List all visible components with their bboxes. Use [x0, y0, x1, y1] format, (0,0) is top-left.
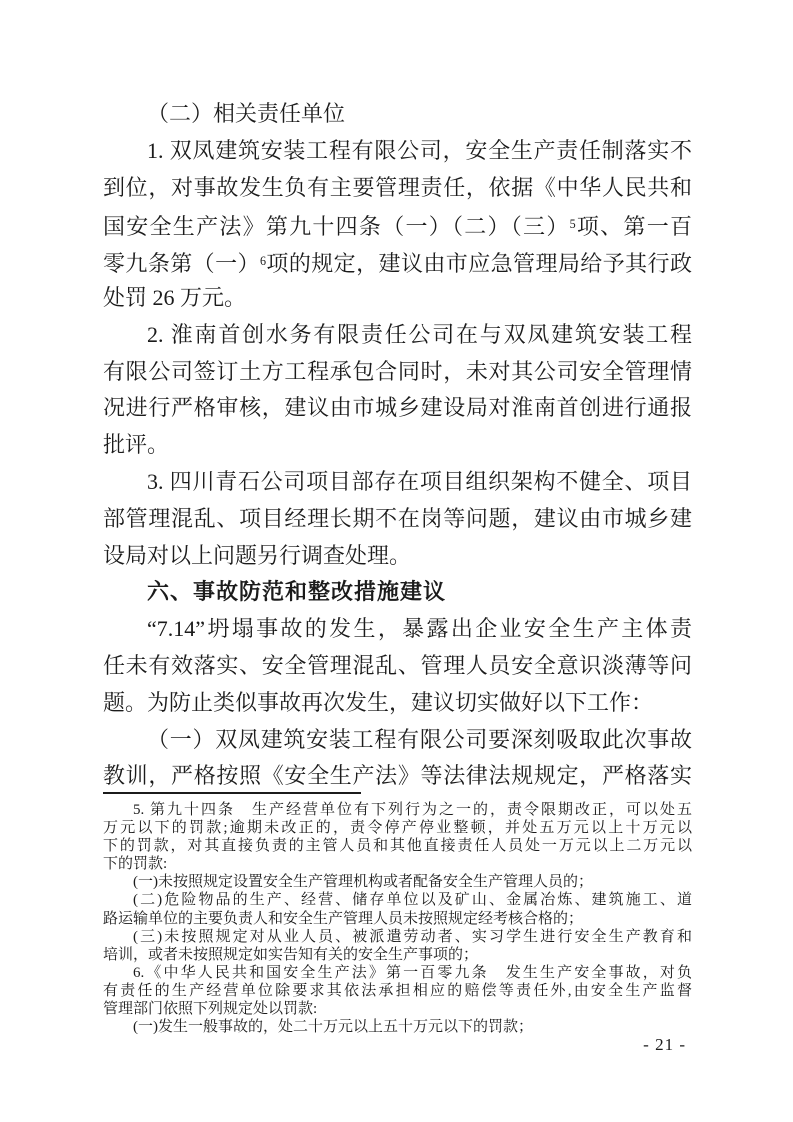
body-text-segment: 国安全生产法》第九十四条（一）（二）（三） [103, 214, 570, 240]
chapter-heading: 六、事故防范和整改措施建议 [147, 579, 447, 605]
footnote-line: (二)危险物品的生产、经营、储存单位以及矿山、金属冶炼、建筑施工、道 [133, 892, 692, 909]
body-line: 教训，严格按照《安全生产法》等法律法规规定，严格落实 [103, 763, 692, 789]
body-line: 3. 四川青石公司项目部存在项目组织架构不健全、项目 [147, 468, 692, 494]
body-line: 到位，对事故发生负有主要管理责任，依据《中华人民共和 [103, 174, 692, 200]
body-line: 部管理混乱、项目经理长期不在岗等问题，建议由市城乡建 [103, 505, 692, 531]
footnote-line: 6.《中华人民共和国安全生产法》第一百零九条 发生生产安全事故，对负 [133, 964, 692, 981]
footnote-line: (一)发生一般事故的，处二十万元以上五十万元以下的罚款； [133, 1019, 533, 1036]
body-line: 1. 双凤建筑安装工程有限公司，安全生产责任制落实不 [147, 137, 692, 163]
footnote-line: (三)未按照规定对从业人员、被派遣劳动者、实习学生进行安全生产教育和 [133, 928, 692, 945]
body-line: （一）双凤建筑安装工程有限公司要深刻吸取此次事故 [147, 726, 692, 752]
footnote-line: (一)未按照规定设置安全生产管理机构或者配备安全生产管理人员的； [133, 874, 593, 891]
footnote-ref-5: 5 [569, 217, 576, 232]
body-line: 设局对以上问题另行调查处理。 [103, 542, 412, 568]
body-line: “7.14”坍塌事故的发生，暴露出企业安全生产主体责 [147, 616, 692, 642]
footnote-line: 下的罚款，对其直接负责的主管人员和其他直接责任人员处一万元以上二万元以 [103, 838, 692, 855]
body-text-segment: 零九条第（一） [103, 251, 260, 277]
body-line: 题。为防止类似事故再次发生，建议切实做好以下工作： [103, 689, 654, 715]
body-line: 批评。 [103, 432, 170, 458]
footnote-line: 万元以下的罚款;逾期未改正的，责令停产停业整顿，并处五万元以上十万元以 [103, 820, 692, 837]
body-text-segment: 项、第一百 [575, 214, 692, 240]
footnote-line: 路运输单位的主要负责人和安全生产管理人员未按照规定经考核合格的； [103, 910, 584, 927]
section-heading: （二）相关责任单位 [147, 101, 346, 126]
body-line: 有限公司签订土方工程承包合同时，未对其公司安全管理情 [103, 358, 692, 384]
footnotes [103, 801, 692, 1036]
page-number: - 21 - [643, 1035, 686, 1054]
footnote-line: 有责任的生产经营单位除要求其依法承担相应的赔偿等责任外,由安全生产监督 [103, 982, 692, 999]
body-line [103, 243, 692, 280]
body-line: 任未有效落实、安全管理混乱、管理人员安全意识淡薄等问 [103, 652, 692, 678]
body-line: 2. 淮南首创水务有限责任公司在与双凤建筑安装工程 [147, 321, 692, 347]
footnote-line: 5. 第九十四条 生产经营单位有下列行为之一的，责令限期改正，可以处五 [133, 802, 692, 818]
footnote-line: 培训，或者未按照规定如实告知有关的安全生产事项的； [103, 946, 479, 963]
body-line: 处罚 26 万元。 [103, 284, 247, 310]
body-line: 况进行严格审核，建议由市城乡建设局对淮南首创进行通报 [103, 395, 692, 421]
footnote-ref-6: 6 [259, 254, 266, 269]
footnote-line: 管理部门依照下列规定处以罚款: [103, 1001, 318, 1018]
document-body [103, 96, 692, 795]
body-line [103, 206, 692, 243]
footnote-line: 下的罚款: [103, 856, 168, 873]
footnote-separator [103, 792, 361, 794]
body-text-segment: 项的规定，建议由市应急管理局给予其行政 [266, 251, 692, 277]
